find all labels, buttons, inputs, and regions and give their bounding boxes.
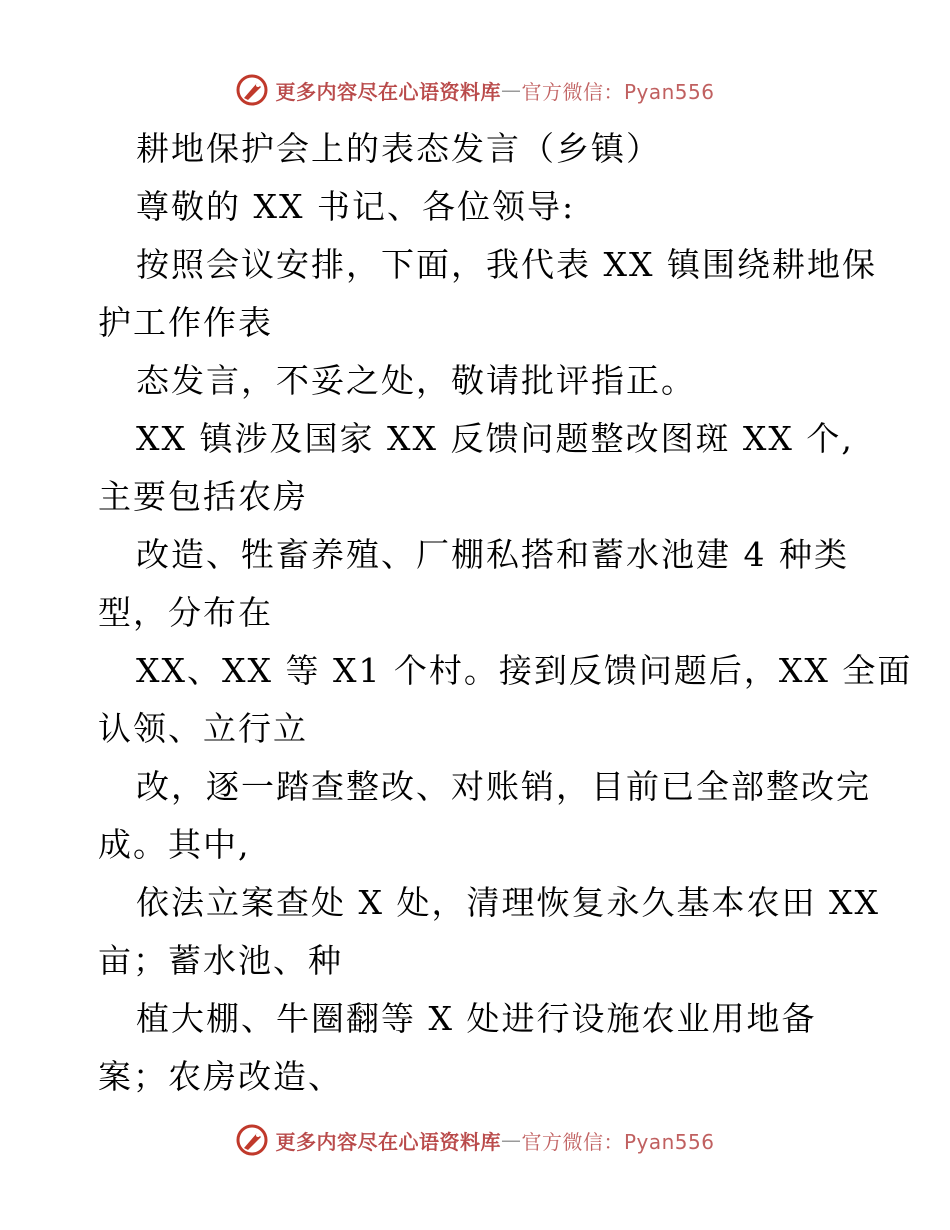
banner-lead-text: 更多内容尽在心语资料库 — [275, 79, 501, 104]
salutation-line: 尊敬的 XX 书记、各位领导: — [136, 187, 576, 226]
paragraph-line: 认领、立行立 — [98, 709, 308, 748]
paragraph-line: 按照会议安排，下面，我代表 XX 镇围绕耕地保 — [136, 245, 877, 284]
paragraph-line: XX 镇涉及国家 XX 反馈问题整改图斑 XX 个, — [136, 419, 854, 458]
paragraph-line: 改造、牲畜养殖、厂棚私搭和蓄水池建 4 种类 — [136, 535, 849, 574]
paragraph-line: 型，分布在 — [98, 593, 273, 632]
paragraph-line: 主要包括农房 — [98, 477, 308, 516]
paragraph-line: XX、XX 等 X1 个村。接到反馈问题后，XX 全面 — [136, 651, 913, 690]
paragraph-line: 亩；蓄水池、种 — [98, 941, 343, 980]
document-body — [98, 120, 913, 1106]
paragraph-line: 依法立案查处 X 处，清理恢复永久基本农田 XX — [136, 883, 880, 922]
header-banner — [0, 72, 950, 108]
paragraph-line: 成。其中, — [98, 825, 251, 864]
document-title: 耕地保护会上的表态发言（乡镇） — [136, 129, 661, 168]
paragraph-line: 护工作作表 — [98, 303, 273, 342]
banner-lead-text: 更多内容尽在心语资料库 — [275, 1129, 501, 1154]
banner-separator: — — [500, 78, 522, 102]
paragraph-line: 态发言，不妥之处，敬请批评指正。 — [136, 361, 696, 400]
banner-separator: — — [500, 1128, 522, 1152]
banner-contact-text: 官方微信：Pyan556 — [521, 1129, 715, 1154]
footer-banner — [0, 1122, 950, 1158]
pen-nib-logo-icon — [235, 73, 269, 107]
pen-nib-logo-icon — [235, 1123, 269, 1157]
paragraph-line: 改，逐一踏查整改、对账销，目前已全部整改完 — [136, 767, 871, 806]
paragraph-line: 植大棚、牛圈翻等 X 处进行设施农业用地备 — [136, 999, 817, 1038]
paragraph-line: 案；农房改造、 — [98, 1057, 343, 1096]
banner-contact-text: 官方微信：Pyan556 — [521, 79, 715, 104]
